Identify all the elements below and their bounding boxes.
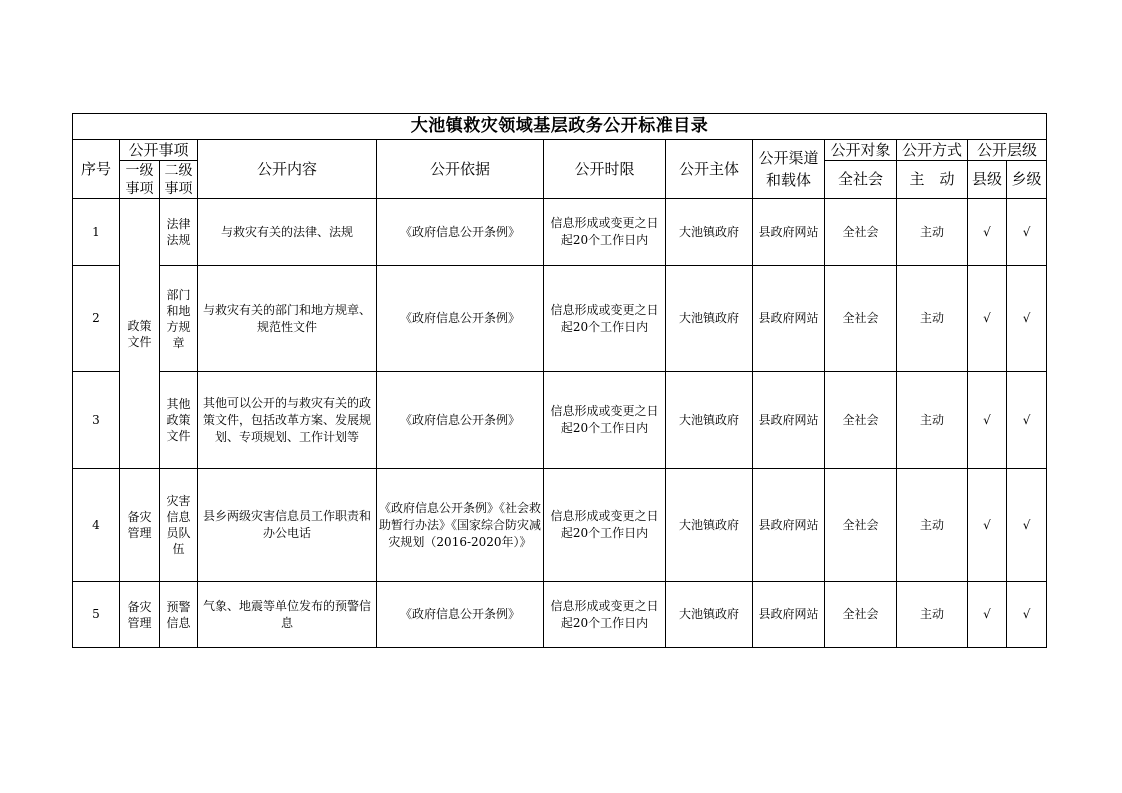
row-subject: 大池镇政府 [666,266,753,372]
row-channel: 县政府网站 [753,372,825,469]
row-content: 与救灾有关的法律、法规 [198,199,377,266]
row-seq: 1 [73,199,120,266]
row-content: 气象、地震等单位发布的预警信息 [198,582,377,648]
header-layer: 公开层级 [968,140,1047,161]
row-method: 主动 [897,582,968,648]
row-county-check: √ [968,582,1007,648]
table-row [73,469,1047,582]
row-township-check: √ [1007,372,1047,469]
row-method: 主动 [897,469,968,582]
row-method: 主动 [897,372,968,469]
header-items: 公开事项 [120,140,198,161]
row-channel: 县政府网站 [753,266,825,372]
row-basis: 《政府信息公开条例》 [377,582,544,648]
row-target: 全社会 [825,582,897,648]
row-county-check: √ [968,199,1007,266]
header-basis: 公开依据 [377,140,544,199]
group-preparedness: 备灾管理 [120,469,160,582]
header-county: 县级 [968,161,1007,199]
row-time-limit: 信息形成或变更之日起20个工作日内 [544,266,666,372]
row-target: 全社会 [825,266,897,372]
row-county-check: √ [968,469,1007,582]
group-preparedness: 备灾管理 [120,582,160,648]
row-township-check: √ [1007,266,1047,372]
row-county-check: √ [968,372,1007,469]
row-township-check: √ [1007,582,1047,648]
row-content: 与救灾有关的部门和地方规章、规范性文件 [198,266,377,372]
row-level2: 部门和地方规章 [160,266,198,372]
header-subject: 公开主体 [666,140,753,199]
header-seq: 序号 [73,140,120,199]
header-content: 公开内容 [198,140,377,199]
row-content: 其他可以公开的与救灾有关的政策文件，包括改革方案、发展规划、专项规划、工作计划等 [198,372,377,469]
group-policy: 政策文件 [120,199,160,469]
row-basis: 《政府信息公开条例》 [377,199,544,266]
header-channel: 公开渠道和载体 [753,140,825,199]
row-subject: 大池镇政府 [666,582,753,648]
row-township-check: √ [1007,469,1047,582]
header-target: 公开对象 [825,140,897,161]
header-level2: 二级事项 [160,161,198,199]
row-township-check: √ [1007,199,1047,266]
row-subject: 大池镇政府 [666,469,753,582]
table-row [73,266,1047,372]
row-content: 县乡两级灾害信息员工作职责和办公电话 [198,469,377,582]
table-row [73,372,1047,469]
standard-catalog-table [72,113,1047,648]
row-time-limit: 信息形成或变更之日起20个工作日内 [544,582,666,648]
row-seq: 4 [73,469,120,582]
row-level2: 法律法规 [160,199,198,266]
row-seq: 5 [73,582,120,648]
row-target: 全社会 [825,469,897,582]
header-township: 乡级 [1007,161,1047,199]
row-target: 全社会 [825,372,897,469]
row-channel: 县政府网站 [753,582,825,648]
row-channel: 县政府网站 [753,199,825,266]
row-time-limit: 信息形成或变更之日起20个工作日内 [544,469,666,582]
row-method: 主动 [897,266,968,372]
row-level2: 其他政策文件 [160,372,198,469]
row-seq: 3 [73,372,120,469]
row-time-limit: 信息形成或变更之日起20个工作日内 [544,372,666,469]
header-level1: 一级事项 [120,161,160,199]
header-method: 公开方式 [897,140,968,161]
row-basis: 《政府信息公开条例》《社会救助暂行办法》《国家综合防灾减灾规划（2016-2020年）》 [377,469,544,582]
row-target: 全社会 [825,199,897,266]
header-time-limit: 公开时限 [544,140,666,199]
header-target-sub: 全社会 [825,161,897,199]
row-level2: 灾害信息员队伍 [160,469,198,582]
row-seq: 2 [73,266,120,372]
row-subject: 大池镇政府 [666,199,753,266]
row-channel: 县政府网站 [753,469,825,582]
table-row [73,199,1047,266]
row-level2: 预警信息 [160,582,198,648]
row-county-check: √ [968,266,1007,372]
row-basis: 《政府信息公开条例》 [377,266,544,372]
table-title: 大池镇救灾领域基层政务公开标准目录 [73,114,1047,140]
row-method: 主动 [897,199,968,266]
row-basis: 《政府信息公开条例》 [377,372,544,469]
table-row [73,582,1047,648]
header-method-sub: 主 动 [897,161,968,199]
row-time-limit: 信息形成或变更之日起20个工作日内 [544,199,666,266]
row-subject: 大池镇政府 [666,372,753,469]
